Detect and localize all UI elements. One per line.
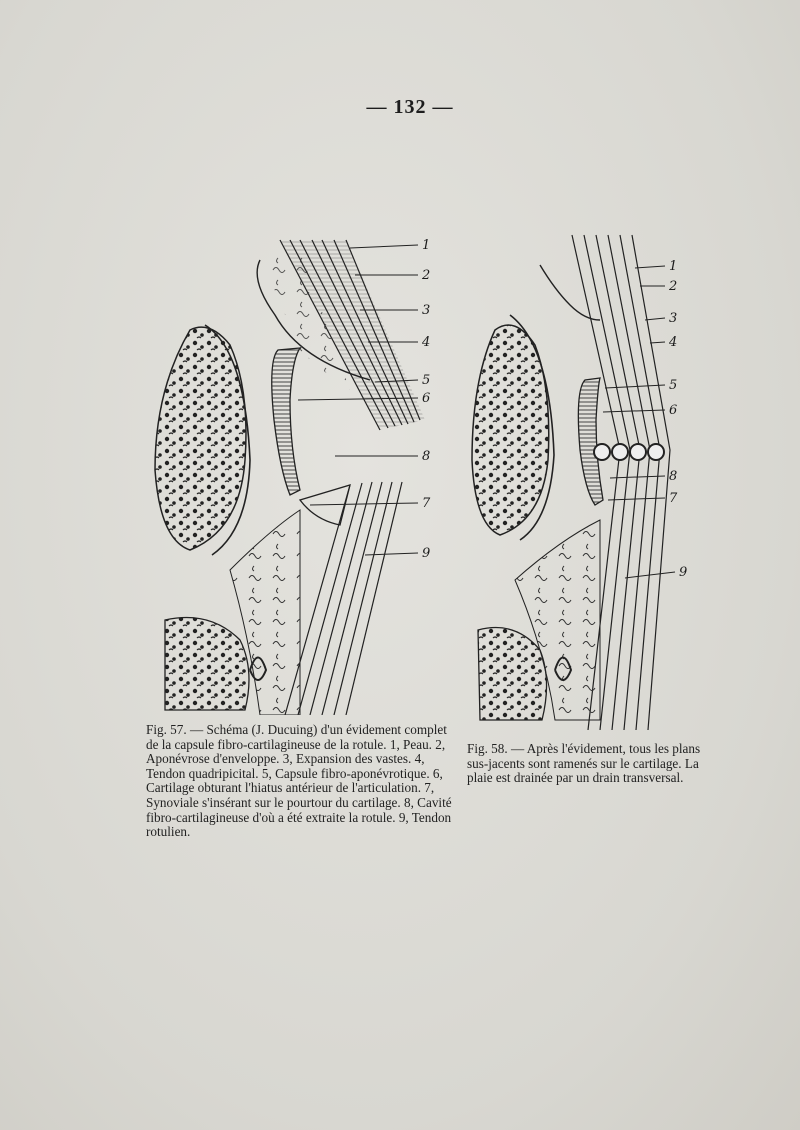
tibia-bone xyxy=(478,628,547,721)
fig58-label-3: 3 xyxy=(669,311,678,326)
figure-57-illustration xyxy=(150,220,450,715)
fig57-label-5: 5 xyxy=(422,373,431,388)
figure-57-caption: Fig. 57. — Schéma (J. Ducuing) d'un évidement complet de la capsule fibro-cartilagineuse de la rotule. 1, Peau. 2, Aponévrose d'enveloppe. 3, Expansion des vastes. 4, Tendon quadripicital. 5, Capsule fibro-aponévrotique. 6, Cartilage obturant l'hiatus antérieur de l'articulation. 7, Synoviale s'insérant sur le pourtour du cartilage. 8, Cavité fibro-cartilagineuse d'où a été extraite la rotule. 9, Tendon rotulien. xyxy=(146,722,452,840)
figure-58-caption: Fig. 58. — Après l'évidement, tous les plans sus-jacents sont ramenés sur le cartilage. La plaie est drainée par un drain transversal. xyxy=(467,741,701,786)
fig57-label-6: 6 xyxy=(422,391,431,406)
page-number: — 132 — xyxy=(366,96,454,118)
fig58-label-7: 7 xyxy=(669,491,678,506)
fig58-label-8: 8 xyxy=(669,469,678,484)
fig57-label-4: 4 xyxy=(422,335,431,350)
cartilage-plate xyxy=(578,378,603,505)
fig57-label-7: 7 xyxy=(422,496,431,511)
lower-tissue-layers xyxy=(285,482,402,715)
fig57-label-8: 8 xyxy=(422,449,431,464)
fig57-label-9: 9 xyxy=(422,546,431,561)
fig58-label-6: 6 xyxy=(669,403,678,418)
fig58-label-5: 5 xyxy=(669,378,678,393)
fig57-label-3: 3 xyxy=(422,303,431,318)
fig58-label-1: 1 xyxy=(669,259,678,274)
fig58-label-9: 9 xyxy=(679,565,688,580)
fig57-label-2: 2 xyxy=(422,268,431,283)
cartilage-plate xyxy=(272,348,300,495)
tibia-bone xyxy=(165,618,249,711)
fig57-label-1: 1 xyxy=(422,238,431,253)
fig58-label-4: 4 xyxy=(669,335,678,350)
figure-58-illustration xyxy=(460,220,710,730)
fig58-label-2: 2 xyxy=(669,279,678,294)
